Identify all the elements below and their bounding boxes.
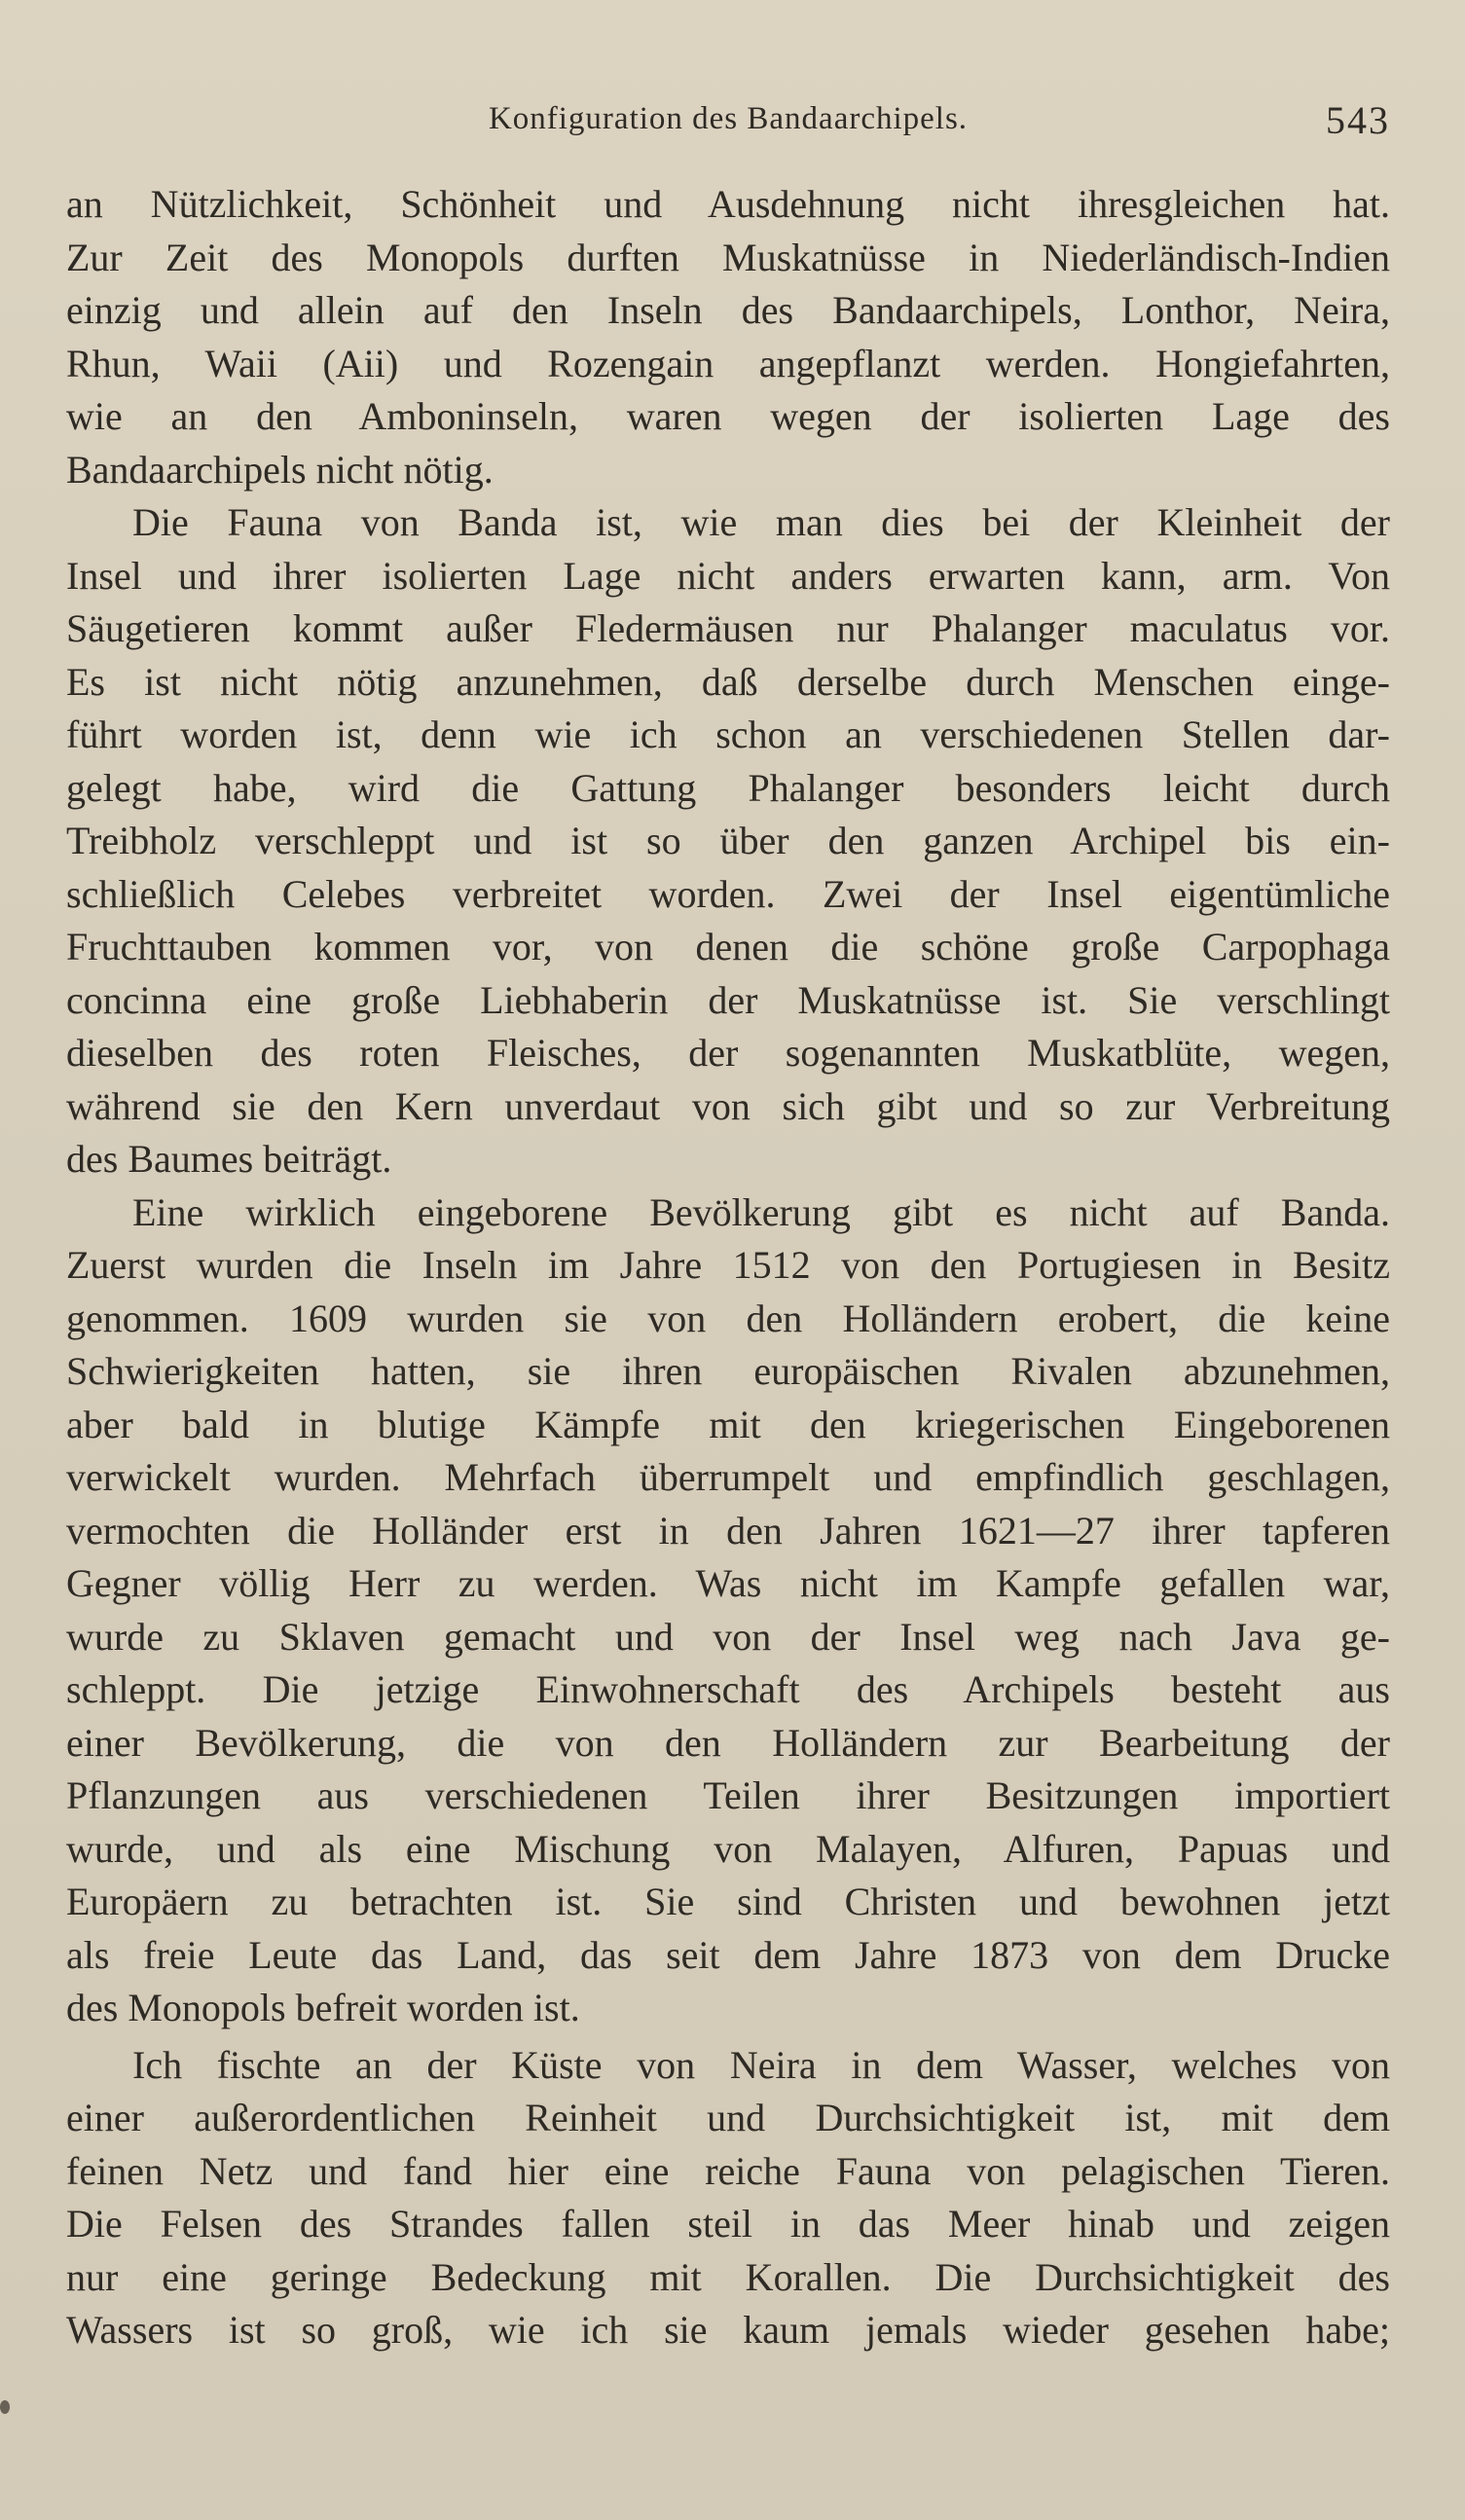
paragraph-3 xyxy=(66,1187,1390,2035)
text-line: Rhun, Waii (Aii) und Rozengain angepflanzt werden. Hongiefahrten, xyxy=(66,341,1390,385)
text-line: Schwierigkeiten hatten, sie ihren europäischen Rivalen abzunehmen, xyxy=(66,1349,1390,1393)
text-line: nur eine geringe Bedeckung mit Korallen. Die Durchsichtigkeit des xyxy=(66,2254,1390,2299)
text-line: schließlich Celebes verbreitet worden. Zwei der Insel eigentümliche xyxy=(66,871,1390,916)
text-line: des Monopols befreit worden ist. xyxy=(66,1986,580,2029)
text-line: des Baumes beiträgt. xyxy=(66,1137,392,1181)
text-line: vermochten die Holländer erst in den Jahren 1621—27 ihrer tapferen xyxy=(66,1508,1390,1552)
text-line: Zuerst wurden die Inseln im Jahre 1512 von den Portugiesen in Besitz xyxy=(66,1243,1390,1287)
text-line: gelegt habe, wird die Gattung Phalanger besonders leicht durch xyxy=(66,765,1390,810)
text-line: wurde zu Sklaven gemacht und von der Insel weg nach Java ge- xyxy=(66,1614,1390,1659)
text-line: Ich fischte an der Küste von Neira in dem Wasser, welches von xyxy=(132,2042,1390,2087)
text-line: Gegner völlig Herr zu werden. Was nicht im Kampfe gefallen war, xyxy=(66,1561,1390,1605)
text-line: Eine wirklich eingeborene Bevölkerung gibt es nicht auf Banda. xyxy=(132,1189,1390,1234)
paragraph-1 xyxy=(66,178,1390,496)
running-title: Konfiguration des Bandaarchipels. xyxy=(488,101,969,136)
text-line: einer Bevölkerung, die von den Holländern zur Bearbeitung der xyxy=(66,1720,1390,1765)
text-line: Insel und ihrer isolierten Lage nicht anders erwarten kann, arm. Von xyxy=(66,553,1390,598)
text-line: verwickelt wurden. Mehrfach überrumpelt und empfindlich geschlagen, xyxy=(66,1455,1390,1499)
text-line: schleppt. Die jetzige Einwohnerschaft des Archipels besteht aus xyxy=(66,1667,1390,1711)
text-line: aber bald in blutige Kämpfe mit den kriegerischen Eingeborenen xyxy=(66,1402,1390,1446)
text-line: während sie den Kern unverdaut von sich gibt und so zur Verbreitung xyxy=(66,1083,1390,1128)
text-line: genommen. 1609 wurden sie von den Holländern erobert, die keine xyxy=(66,1296,1390,1340)
text-line: Wassers ist so groß, wie ich sie kaum jemals wieder gesehen habe; xyxy=(66,2308,1390,2352)
text-line: Zur Zeit des Monopols durften Muskatnüsse in Niederländisch-Indien xyxy=(66,235,1390,279)
text-line: Die Felsen des Strandes fallen steil in das Meer hinab und zeigen xyxy=(66,2202,1390,2246)
paragraph-4 xyxy=(66,2039,1390,2357)
text-line: Die Fauna von Banda ist, wie man dies bei der Kleinheit der xyxy=(132,500,1390,544)
body-text xyxy=(66,178,1390,2357)
text-line: Bandaarchipels nicht nötig. xyxy=(66,447,494,492)
text-line: Säugetieren kommt außer Fledermäusen nur Phalanger maculatus vor. xyxy=(66,606,1390,650)
text-line: dieselben des roten Fleisches, der sogenannten Muskatblüte, wegen, xyxy=(66,1031,1390,1075)
text-line: Treibholz verschleppt und ist so über den ganzen Archipel bis ein- xyxy=(66,819,1390,862)
text-line: führt worden ist, denn wie ich schon an verschiedenen Stellen dar- xyxy=(66,712,1390,756)
text-line: als freie Leute das Land, das seit dem Jahre 1873 von dem Drucke xyxy=(66,1932,1390,1977)
text-line: concinna eine große Liebhaberin der Muskatnüsse ist. Sie verschlingt xyxy=(66,977,1390,1022)
text-line: einzig und allein auf den Inseln des Bandaarchipels, Lonthor, Neira, xyxy=(66,288,1390,332)
text-line: wie an den Amboninseln, waren wegen der isolierten Lage des xyxy=(66,394,1390,438)
ink-smudge xyxy=(0,2400,10,2414)
text-line: feinen Netz und fand hier eine reiche Fauna von pelagischen Tieren. xyxy=(66,2148,1390,2193)
paragraph-2 xyxy=(66,496,1390,1187)
text-line: an Nützlichkeit, Schönheit und Ausdehnung nicht ihresgleichen hat. xyxy=(66,182,1390,226)
text-line: wurde, und als eine Mischung von Malayen, Alfuren, Papuas und xyxy=(66,1826,1390,1871)
text-line: einer außerordentlichen Reinheit und Durchsichtigkeit ist, mit dem xyxy=(66,2096,1390,2139)
text-line: Es ist nicht nötig anzunehmen, daß derselbe durch Menschen einge- xyxy=(66,659,1390,704)
text-line: Fruchttauben kommen vor, von denen die schöne große Carpophaga xyxy=(66,925,1390,968)
running-head xyxy=(66,97,1390,146)
page-number: 543 xyxy=(1326,98,1390,142)
text-line: Pflanzungen aus verschiedenen Teilen ihrer Besitzungen importiert xyxy=(66,1773,1390,1817)
text-line: Europäern zu betrachten ist. Sie sind Christen und bewohnen jetzt xyxy=(66,1880,1390,1923)
